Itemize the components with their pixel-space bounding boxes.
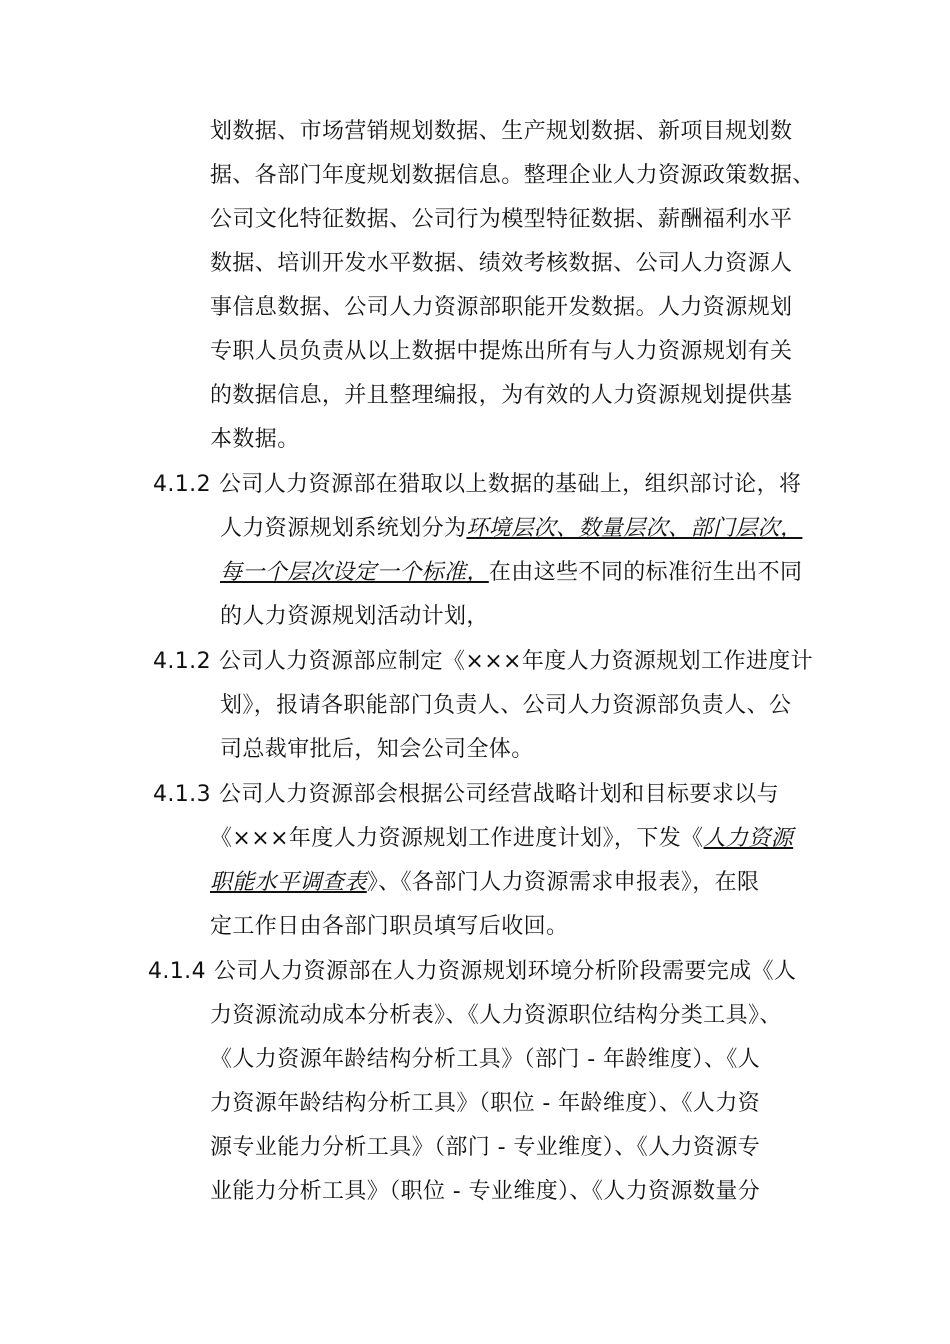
underlined-text: 职能水平调查表 [210,870,367,895]
section-4-1-4-line [148,957,796,987]
section-text: 》、《各部门人力资源需求申报表》，在限 [366,870,760,895]
paragraph-line: 事信息数据、公司人力资源部职能开发数据。人力资源规划 [210,295,793,320]
paragraph-line: 的数据信息，并且整理编报，为有效的人力资源规划提供基 [210,383,793,408]
section-line: 力资源年龄结构分析工具》（职位 - 年龄维度）、《人力资 [210,1091,761,1116]
underlined-text: 每一个层次设定一个标准， [220,560,489,585]
section-line: 的人力资源规划活动计划， [220,604,489,629]
section-line: 定工作日由各部门职员填写后收回。 [210,914,569,939]
section-line [220,514,802,544]
section-number: 4.1.2 [153,472,211,497]
section-text: 公司人力资源部在猎取以上数据的基础上，组织部讨论，将 [218,472,802,497]
section-line: 《人力资源年龄结构分析工具》（部门 - 年龄维度）、《人 [210,1047,761,1072]
section-line: 业能力分析工具》（职位 - 专业维度）、《人力资源数量分 [210,1179,761,1204]
underlined-text: 人力资源 [703,826,794,851]
section-text: 人力资源规划系统划分为 [220,516,467,541]
section-text: 公司人力资源部会根据公司经营战略计划和目标要求以与 [218,782,779,807]
section-line [210,824,793,854]
section-number: 4.1.3 [153,782,211,807]
section-line: 源专业能力分析工具》（部门 - 专业维度）、《人力资源专 [210,1135,761,1160]
paragraph-line: 公司文化特征数据、公司行为模型特征数据、薪酬福利水平 [210,207,793,232]
section-text: 公司人力资源部应制定《×××年度人力资源规划工作进度计 [218,649,814,674]
section-4-1-3-line [153,780,779,810]
section-text: 在由这些不同的标准衍生出不同 [488,560,803,585]
underlined-text: 环境层次、数量层次、部门层次， [466,516,803,541]
section-line [210,868,759,898]
paragraph-line: 据、各部门年度规划数据信息。整理企业人力资源政策数据、 [210,163,815,188]
section-number: 4.1.4 [148,959,206,984]
section-4-1-2-first-line [153,470,801,500]
paragraph-line: 数据、培训开发水平数据、绩效考核数据、公司人力资源人 [210,251,793,276]
section-number: 4.1.2 [153,649,211,674]
section-text: 公司人力资源部在人力资源规划环境分析阶段需要完成《人 [213,959,797,984]
paragraph-line: 本数据。 [210,427,300,452]
section-line: 力资源流动成本分析表》、《人力资源职位结构分类工具》、 [210,1003,782,1028]
section-line: 司总裁审批后，知会公司全体。 [220,737,534,762]
section-4-1-2-second-line [153,647,813,677]
section-line [220,558,802,588]
paragraph-line: 划数据、市场营销规划数据、生产规划数据、新项目规划数 [210,119,793,144]
section-text: 《×××年度人力资源规划工作进度计划》，下发《 [210,826,704,851]
paragraph-line: 专职人员负责从以上数据中提炼出所有与人力资源规划有关 [210,339,793,364]
section-line: 划》，报请各职能部门负责人、公司人力资源部负责人、公 [220,693,792,718]
